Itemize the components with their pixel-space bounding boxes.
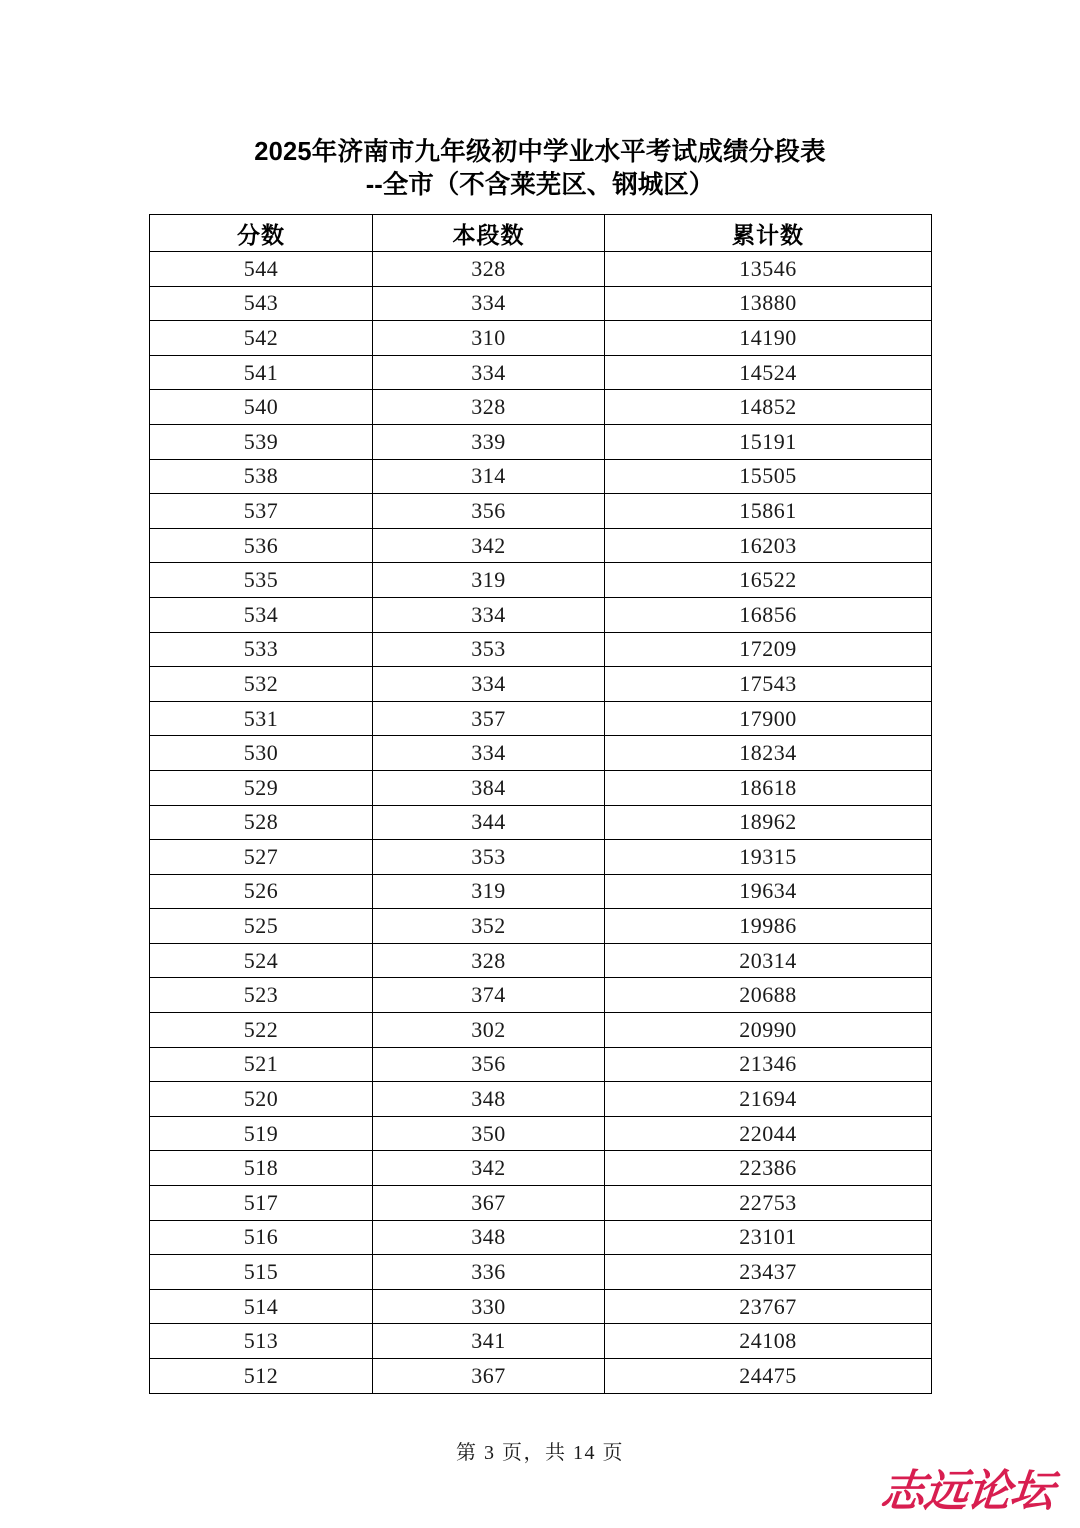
cell-cumulative-count: 17543 — [605, 667, 932, 702]
table-row — [150, 390, 932, 425]
cell-segment-count: 328 — [373, 390, 605, 425]
cell-score: 524 — [150, 943, 373, 978]
cell-segment-count: 336 — [373, 1255, 605, 1290]
cell-cumulative-count: 15505 — [605, 459, 932, 494]
cell-segment-count: 356 — [373, 494, 605, 529]
cell-cumulative-count: 16522 — [605, 563, 932, 598]
table-row — [150, 1116, 932, 1151]
cell-score: 512 — [150, 1359, 373, 1394]
table-row — [150, 321, 932, 356]
cell-score: 531 — [150, 701, 373, 736]
score-distribution-table — [149, 214, 932, 1394]
score-distribution-table-container — [149, 214, 931, 1394]
cell-segment-count: 353 — [373, 840, 605, 875]
cell-segment-count: 310 — [373, 321, 605, 356]
column-header-cumulative-count: 累计数 — [605, 215, 932, 252]
cell-score: 533 — [150, 632, 373, 667]
cell-score: 514 — [150, 1289, 373, 1324]
cell-segment-count: 352 — [373, 909, 605, 944]
cell-cumulative-count: 18962 — [605, 805, 932, 840]
cell-segment-count: 339 — [373, 424, 605, 459]
table-header — [150, 215, 932, 252]
table-row — [150, 1220, 932, 1255]
page-title — [0, 136, 1080, 202]
forum-watermark-logo — [868, 1464, 1066, 1520]
cell-score: 523 — [150, 978, 373, 1013]
cell-segment-count: 367 — [373, 1186, 605, 1221]
cell-segment-count: 357 — [373, 701, 605, 736]
cell-score: 530 — [150, 736, 373, 771]
cell-cumulative-count: 15861 — [605, 494, 932, 529]
cell-score: 515 — [150, 1255, 373, 1290]
title-primary: 2025年济南市九年级初中学业水平考试成绩分段表 — [254, 138, 826, 166]
table-row — [150, 840, 932, 875]
table-row — [150, 667, 932, 702]
cell-segment-count: 334 — [373, 597, 605, 632]
cell-segment-count: 353 — [373, 632, 605, 667]
cell-score: 541 — [150, 355, 373, 390]
cell-cumulative-count: 22044 — [605, 1116, 932, 1151]
cell-segment-count: 342 — [373, 1151, 605, 1186]
table-row — [150, 770, 932, 805]
table-header-row — [150, 215, 932, 252]
cell-cumulative-count: 13546 — [605, 252, 932, 287]
cell-score: 542 — [150, 321, 373, 356]
cell-segment-count: 328 — [373, 252, 605, 287]
cell-segment-count: 319 — [373, 874, 605, 909]
cell-score: 522 — [150, 1013, 373, 1048]
table-row — [150, 1186, 932, 1221]
cell-cumulative-count: 21346 — [605, 1047, 932, 1082]
table-row — [150, 805, 932, 840]
cell-segment-count: 350 — [373, 1116, 605, 1151]
cell-segment-count: 348 — [373, 1082, 605, 1117]
cell-segment-count: 334 — [373, 736, 605, 771]
table-row — [150, 1359, 932, 1394]
cell-score: 516 — [150, 1220, 373, 1255]
cell-cumulative-count: 16856 — [605, 597, 932, 632]
cell-segment-count: 367 — [373, 1359, 605, 1394]
table-row — [150, 1255, 932, 1290]
cell-segment-count: 344 — [373, 805, 605, 840]
table-row — [150, 1013, 932, 1048]
cell-score: 543 — [150, 286, 373, 321]
cell-score: 525 — [150, 909, 373, 944]
cell-cumulative-count: 24475 — [605, 1359, 932, 1394]
cell-score: 527 — [150, 840, 373, 875]
table-row — [150, 1082, 932, 1117]
cell-cumulative-count: 14524 — [605, 355, 932, 390]
table-row — [150, 874, 932, 909]
cell-segment-count: 356 — [373, 1047, 605, 1082]
cell-cumulative-count: 14190 — [605, 321, 932, 356]
cell-segment-count: 348 — [373, 1220, 605, 1255]
cell-score: 517 — [150, 1186, 373, 1221]
cell-score: 526 — [150, 874, 373, 909]
table-row — [150, 494, 932, 529]
table-row — [150, 1289, 932, 1324]
cell-cumulative-count: 22753 — [605, 1186, 932, 1221]
cell-score: 534 — [150, 597, 373, 632]
table-row — [150, 909, 932, 944]
title-subtitle: --全市（不含莱芜区、钢城区） — [365, 171, 715, 199]
cell-cumulative-count: 19986 — [605, 909, 932, 944]
cell-cumulative-count: 23101 — [605, 1220, 932, 1255]
cell-cumulative-count: 18618 — [605, 770, 932, 805]
table-row — [150, 528, 932, 563]
column-header-score: 分数 — [150, 215, 373, 252]
cell-score: 519 — [150, 1116, 373, 1151]
cell-cumulative-count: 14852 — [605, 390, 932, 425]
cell-cumulative-count: 21694 — [605, 1082, 932, 1117]
cell-segment-count: 334 — [373, 286, 605, 321]
cell-cumulative-count: 15191 — [605, 424, 932, 459]
cell-score: 535 — [150, 563, 373, 598]
table-row — [150, 597, 932, 632]
table-row — [150, 736, 932, 771]
cell-segment-count: 374 — [373, 978, 605, 1013]
table-row — [150, 632, 932, 667]
cell-segment-count: 342 — [373, 528, 605, 563]
cell-segment-count: 384 — [373, 770, 605, 805]
cell-cumulative-count: 24108 — [605, 1324, 932, 1359]
cell-score: 532 — [150, 667, 373, 702]
cell-segment-count: 334 — [373, 667, 605, 702]
cell-cumulative-count: 18234 — [605, 736, 932, 771]
cell-score: 538 — [150, 459, 373, 494]
cell-score: 521 — [150, 1047, 373, 1082]
table-row — [150, 424, 932, 459]
table-body — [150, 252, 932, 1394]
table-row — [150, 355, 932, 390]
cell-cumulative-count: 13880 — [605, 286, 932, 321]
table-row — [150, 701, 932, 736]
cell-score: 528 — [150, 805, 373, 840]
cell-score: 529 — [150, 770, 373, 805]
cell-score: 520 — [150, 1082, 373, 1117]
watermark-text: 志远论坛 — [878, 1467, 1056, 1516]
table-row — [150, 943, 932, 978]
cell-segment-count: 328 — [373, 943, 605, 978]
cell-score: 544 — [150, 252, 373, 287]
cell-cumulative-count: 23437 — [605, 1255, 932, 1290]
cell-segment-count: 334 — [373, 355, 605, 390]
cell-cumulative-count: 23767 — [605, 1289, 932, 1324]
table-row — [150, 459, 932, 494]
cell-cumulative-count: 16203 — [605, 528, 932, 563]
cell-score: 513 — [150, 1324, 373, 1359]
cell-segment-count: 314 — [373, 459, 605, 494]
table-row — [150, 1324, 932, 1359]
table-row — [150, 1047, 932, 1082]
table-row — [150, 978, 932, 1013]
cell-segment-count: 319 — [373, 563, 605, 598]
table-row — [150, 286, 932, 321]
cell-segment-count: 330 — [373, 1289, 605, 1324]
cell-segment-count: 302 — [373, 1013, 605, 1048]
table-row — [150, 563, 932, 598]
page-footer: 第 3 页，共 14 页 — [456, 1442, 624, 1464]
column-header-segment-count: 本段数 — [373, 215, 605, 252]
table-row — [150, 252, 932, 287]
cell-cumulative-count: 17900 — [605, 701, 932, 736]
cell-cumulative-count: 20314 — [605, 943, 932, 978]
cell-score: 536 — [150, 528, 373, 563]
cell-segment-count: 341 — [373, 1324, 605, 1359]
cell-cumulative-count: 20688 — [605, 978, 932, 1013]
cell-cumulative-count: 22386 — [605, 1151, 932, 1186]
table-row — [150, 1151, 932, 1186]
cell-score: 537 — [150, 494, 373, 529]
cell-cumulative-count: 19315 — [605, 840, 932, 875]
cell-cumulative-count: 17209 — [605, 632, 932, 667]
cell-cumulative-count: 20990 — [605, 1013, 932, 1048]
cell-cumulative-count: 19634 — [605, 874, 932, 909]
cell-score: 540 — [150, 390, 373, 425]
cell-score: 518 — [150, 1151, 373, 1186]
cell-score: 539 — [150, 424, 373, 459]
